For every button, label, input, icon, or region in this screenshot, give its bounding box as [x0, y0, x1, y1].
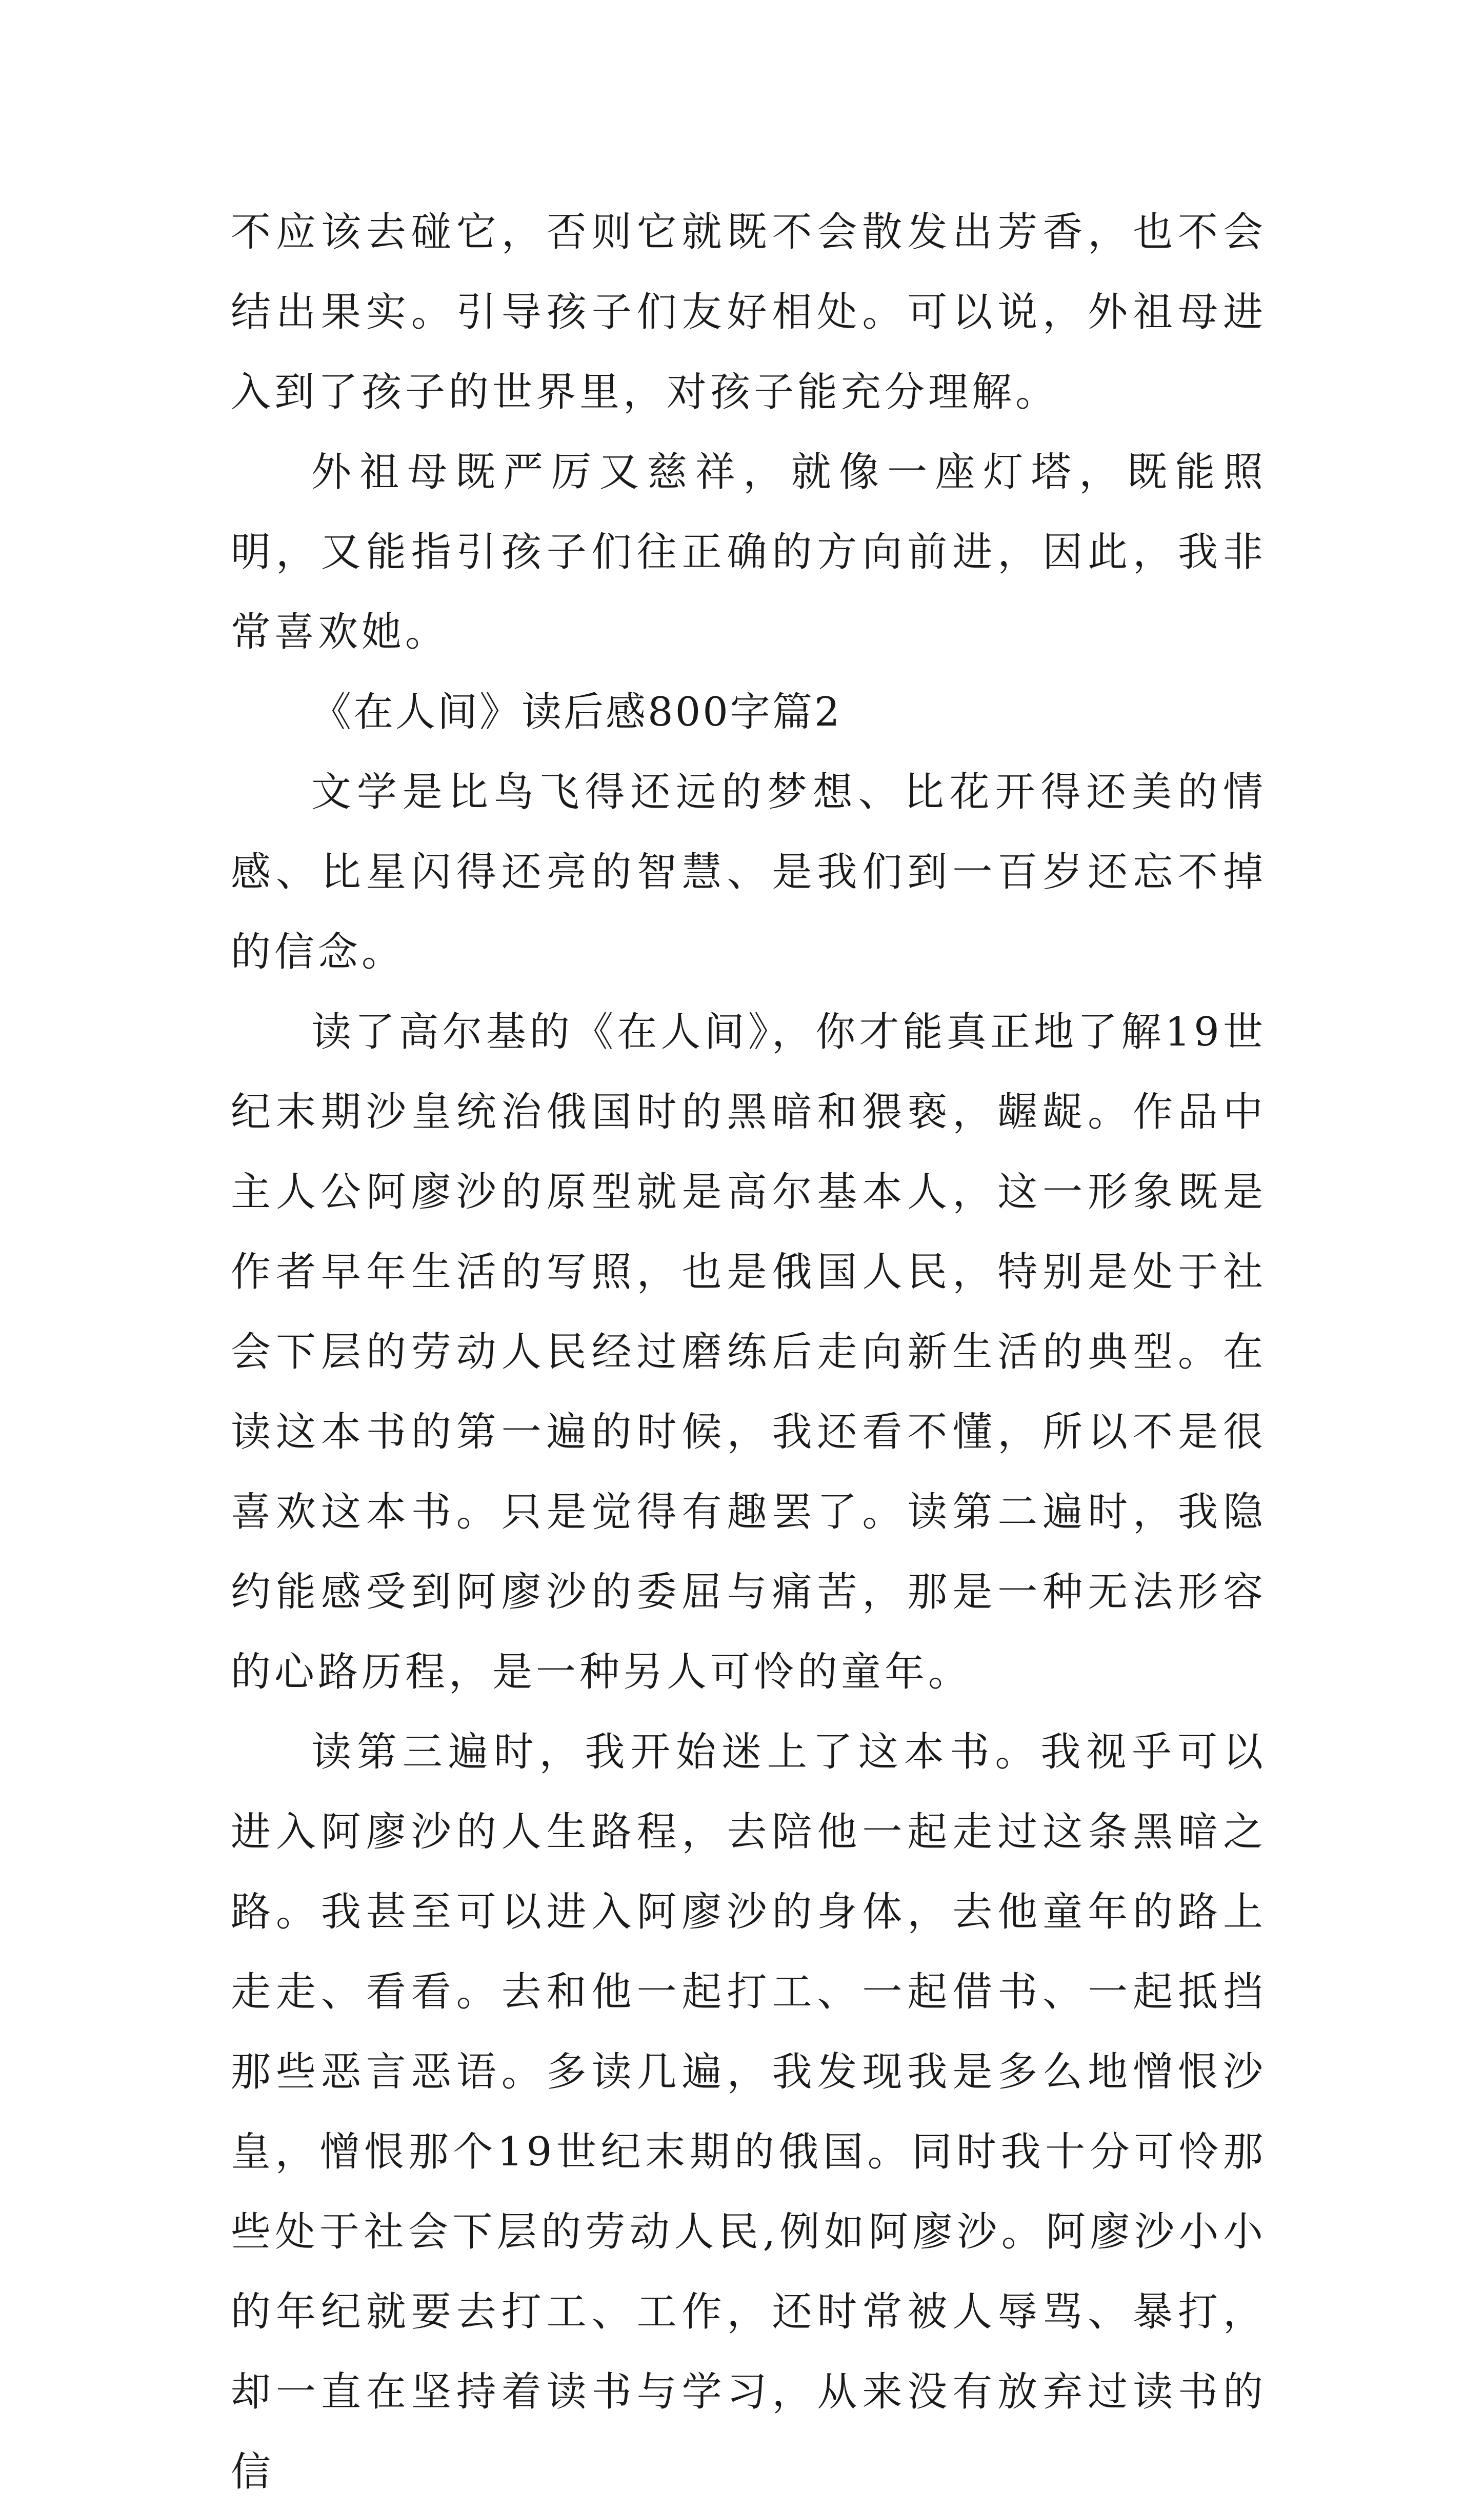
section-heading: 《在人间》读后感800字篇2	[311, 689, 842, 735]
paragraph-3: 文学是比鸟飞得还远的梦想、比花开得还美的情感、比星闪得还亮的智慧、是我们到一百岁还忘不掉的信念。	[231, 769, 1267, 975]
paragraph-1: 不应该去碰它，否则它就既不会散发出芳香，也不会结出果实。引导孩子们友好相处。可以说，外祖母进入到了孩子的世界里，对孩子能充分理解。	[231, 209, 1267, 415]
paragraph-5: 读第三遍时，我开始迷上了这本书。我视乎可以进入阿廖沙的人生路程，去陪他一起走过这条黑暗之路。我甚至可以进入阿廖沙的身体，去他童年的路上走走、看看。去和他一起打工、一起借书、一起抵挡那些恶言恶语。多读几遍，我发现我是多么地憎恨沙皇，憎恨那个19世纪末期的俄国。同时我十分可怜那些处于社会下层的劳动人民,例如阿廖沙。阿廖沙小小的年纪就要去打工、工作，还时常被人辱骂、暴打，却一直在坚持着读书与学习，从来没有放弃过读书的信	[231, 1729, 1267, 2495]
paragraph-4: 读了高尔基的《在人间》，你才能真正地了解19世纪末期沙皇统治俄国时的黑暗和猥亵，龌龊。作品中主人公阿廖沙的原型就是高尔基本人，这一形象既是作者早年生活的写照，也是俄国人民，特别是处于社会下层的劳动人民经过磨练后走向新生活的典型。在读这本书的第一遍的时候，我还看不懂，所以不是很喜欢这本书。只是觉得有趣罢了。读第二遍时，我隐约能感受到阿廖沙的委屈与痛苦，那是一种无法形容的心路历程，是一种另人可怜的童年。	[231, 1009, 1267, 1695]
document-body	[231, 192, 1267, 2512]
paragraph-2: 外祖母既严厉又慈祥，就像一座灯塔，既能照明，又能指引孩子们往正确的方向前进，因此，我非常喜欢她。	[231, 449, 1267, 655]
